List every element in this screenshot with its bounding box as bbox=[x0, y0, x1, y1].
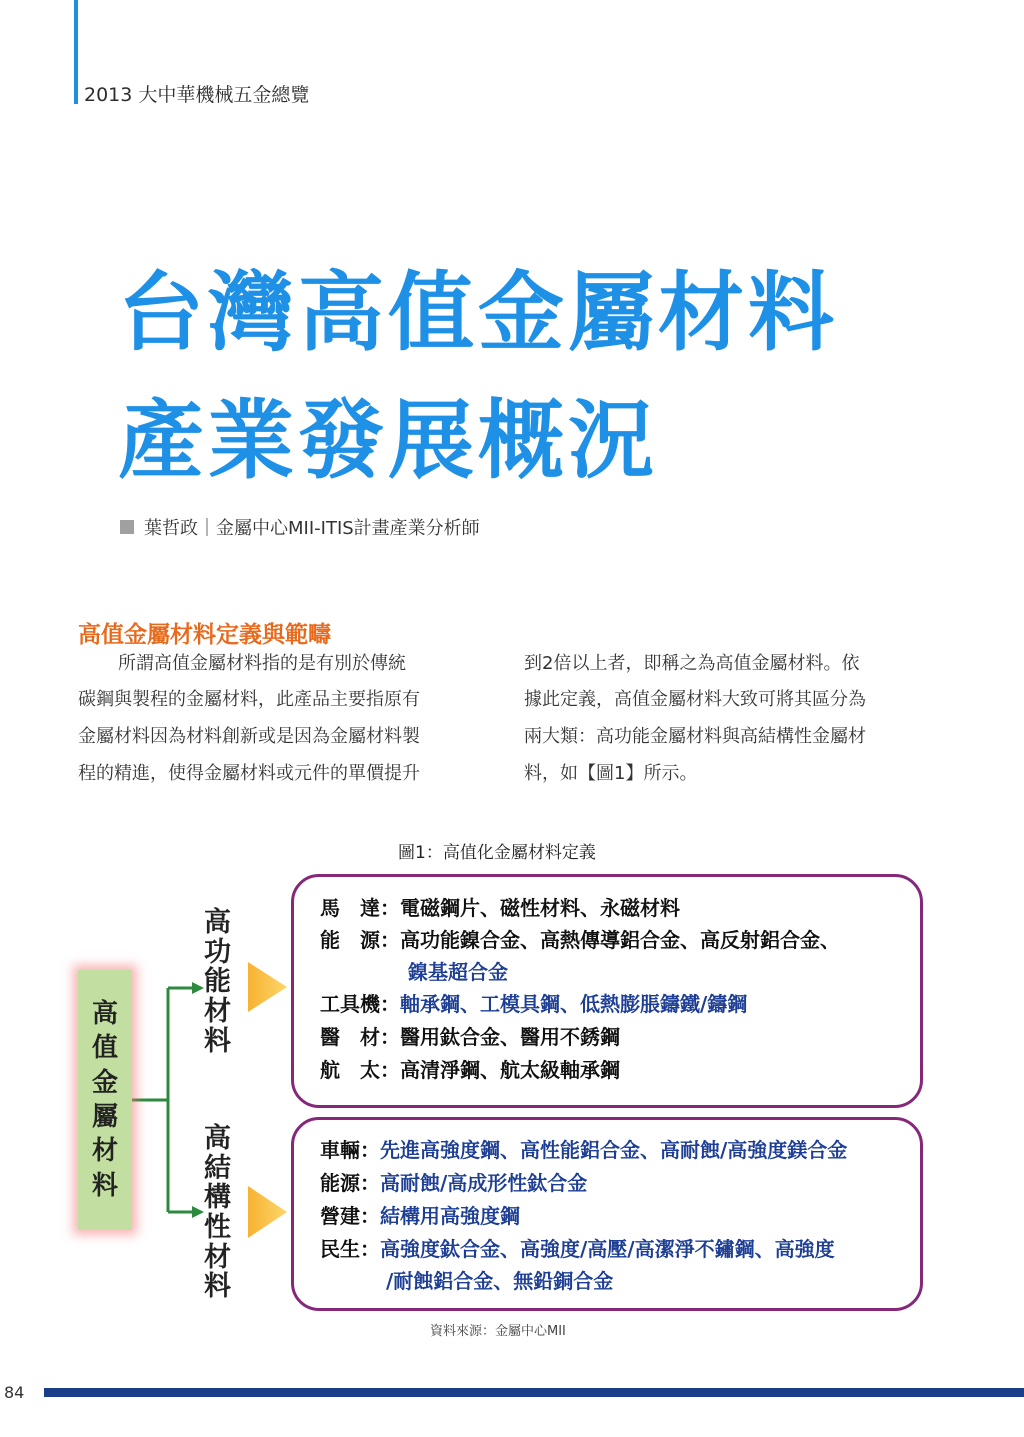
panel1-row bbox=[320, 1027, 620, 1047]
branch-char: 性 bbox=[204, 1212, 231, 1244]
row-label: 航 太： bbox=[320, 1058, 400, 1082]
panel2-row bbox=[320, 1239, 835, 1259]
branch-char: 結 bbox=[204, 1152, 231, 1184]
row-value: 軸承鋼、工模具鋼、低熱膨脹鑄鐵/鑄鋼 bbox=[400, 992, 748, 1016]
panel2-row bbox=[320, 1140, 847, 1160]
main-char: 高 bbox=[91, 999, 118, 1030]
panel1-row bbox=[320, 930, 840, 950]
row-value: /耐蝕鋁合金、無鉛銅合金 bbox=[386, 1269, 614, 1293]
row-label: 能 源： bbox=[320, 928, 400, 952]
author-text: 葉哲政｜金屬中心MII-ITIS計畫產業分析師 bbox=[144, 518, 480, 539]
panel1-row bbox=[320, 898, 680, 918]
branch-char: 能 bbox=[204, 966, 231, 998]
main-char: 材 bbox=[91, 1136, 118, 1167]
triangle-upper-icon bbox=[248, 962, 287, 1012]
row-value: 高功能鎳合金、高熱傳導鋁合金、高反射鋁合金、 bbox=[400, 928, 840, 952]
panel2-row bbox=[386, 1271, 613, 1291]
branch-char: 材 bbox=[204, 1241, 231, 1273]
row-label: 車輛： bbox=[320, 1138, 380, 1162]
body-line: 金屬材料因為材料創新或是因為金屬材料製 bbox=[78, 726, 420, 747]
branch-char: 料 bbox=[204, 1271, 231, 1303]
row-value: 鎳基超合金 bbox=[408, 960, 508, 984]
triangle-lower-icon bbox=[248, 1186, 287, 1238]
main-char: 值 bbox=[91, 1033, 118, 1064]
figure-source: 資料來源：金屬中心MII bbox=[430, 1324, 566, 1339]
row-label: 營建： bbox=[320, 1204, 380, 1228]
row-label: 醫 材： bbox=[320, 1025, 400, 1049]
article-title-line1: 台灣高值金屬材料 bbox=[118, 263, 838, 363]
row-label: 馬 達： bbox=[320, 896, 400, 920]
row-value: 高耐蝕/高成形性鈦合金 bbox=[380, 1171, 588, 1195]
branch-char: 構 bbox=[204, 1182, 231, 1214]
row-label: 能源： bbox=[320, 1171, 380, 1195]
main-category-box bbox=[78, 970, 132, 1230]
branch-char: 材 bbox=[204, 996, 231, 1028]
branch-functional-label bbox=[204, 908, 231, 1056]
row-value: 電磁鋼片、磁性材料、永磁材料 bbox=[400, 896, 680, 920]
figure-title: 圖1：高值化金屬材料定義 bbox=[398, 843, 596, 863]
row-label: 民生： bbox=[320, 1237, 380, 1261]
branch-char: 高 bbox=[204, 1123, 231, 1154]
branch-structural-label bbox=[204, 1124, 231, 1302]
row-value: 醫用鈦合金、醫用不銹鋼 bbox=[400, 1025, 620, 1049]
panel1-row bbox=[408, 962, 508, 982]
row-value: 高強度鈦合金、高強度/高壓/高潔淨不鏽鋼、高強度 bbox=[380, 1237, 835, 1261]
article-title-line2: 產業發展概況 bbox=[118, 391, 658, 491]
row-value: 結構用高強度鋼 bbox=[380, 1204, 520, 1228]
footer-rule bbox=[44, 1388, 1024, 1397]
body-line: 程的精進，使得金屬材料或元件的單價提升 bbox=[78, 763, 420, 784]
page-number: 84 bbox=[4, 1383, 25, 1402]
branch-char: 料 bbox=[204, 1025, 231, 1057]
body-line: 所謂高值金屬材料指的是有別於傳統 bbox=[118, 653, 406, 674]
arrow-head-upper-icon bbox=[192, 982, 204, 994]
body-line: 據此定義，高值金屬材料大致可將其區分為 bbox=[524, 689, 866, 710]
body-line: 到2倍以上者，即稱之為高值金屬材料。依 bbox=[524, 653, 860, 674]
panel1-row bbox=[320, 994, 747, 1014]
body-line: 碳鋼與製程的金屬材料，此產品主要指原有 bbox=[78, 689, 420, 710]
row-value: 高清淨鋼、航太級軸承鋼 bbox=[400, 1058, 620, 1082]
section-heading: 高值金屬材料定義與範疇 bbox=[78, 622, 331, 648]
body-line: 兩大類：高功能金屬材料與高結構性金屬材 bbox=[524, 726, 866, 747]
main-char: 料 bbox=[91, 1170, 118, 1201]
row-label: 工具機： bbox=[320, 992, 400, 1016]
panel2-row bbox=[320, 1206, 520, 1226]
main-char: 屬 bbox=[91, 1102, 118, 1132]
panel2-row bbox=[320, 1173, 587, 1193]
branch-char: 功 bbox=[204, 936, 231, 968]
row-value: 先進高強度鋼、高性能鋁合金、高耐蝕/高強度鎂合金 bbox=[380, 1138, 848, 1162]
branch-char: 高 bbox=[204, 907, 231, 938]
publication-header: 2013 大中華機械五金總覽 bbox=[84, 84, 310, 106]
body-line: 料，如【圖1】所示。 bbox=[524, 763, 698, 784]
main-char: 金 bbox=[91, 1067, 118, 1098]
panel1-row bbox=[320, 1060, 620, 1080]
arrow-head-lower-icon bbox=[192, 1206, 204, 1218]
